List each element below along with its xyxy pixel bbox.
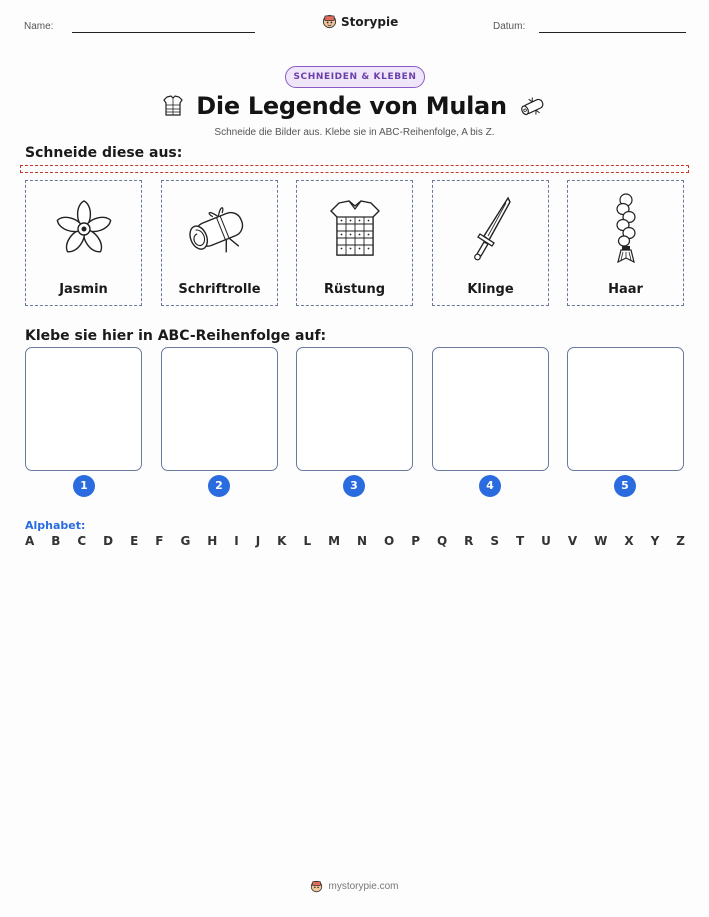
paste-box-5[interactable] bbox=[567, 347, 684, 471]
number-badge-2: 2 bbox=[208, 475, 230, 497]
number-badge-1: 1 bbox=[73, 475, 95, 497]
alphabet-letter: W bbox=[594, 534, 608, 548]
blade-icon bbox=[461, 194, 521, 264]
brand-logo bbox=[322, 14, 398, 29]
page-title: Die Legende von Mulan bbox=[196, 92, 507, 120]
cut-card-klinge[interactable] bbox=[432, 180, 549, 306]
braided-hair-icon bbox=[606, 192, 646, 266]
storypie-mascot-icon bbox=[322, 14, 337, 29]
number-badge-5: 5 bbox=[614, 475, 636, 497]
alphabet-letter: N bbox=[357, 534, 368, 548]
alphabet-letter: Q bbox=[436, 534, 448, 548]
alphabet-letter: F bbox=[155, 534, 164, 548]
paste-heading: Klebe sie hier in ABC-Reihenfolge auf: bbox=[25, 328, 327, 344]
cut-card-haar[interactable] bbox=[567, 180, 684, 306]
storypie-mascot-icon bbox=[310, 880, 323, 893]
cut-card-jasmin[interactable] bbox=[25, 180, 142, 306]
armor-icon bbox=[162, 94, 184, 118]
paste-box-1[interactable] bbox=[25, 347, 142, 471]
armor-icon bbox=[325, 197, 385, 261]
instructions: Schneide die Bilder aus. Klebe sie in ABC-Reihenfolge, A bis Z. bbox=[214, 127, 495, 138]
brand-name: Storypie bbox=[341, 14, 399, 29]
activity-badge: SCHNEIDEN & KLEBEN bbox=[285, 66, 425, 88]
cut-heading: Schneide diese aus: bbox=[25, 145, 183, 161]
alphabet-letter: J bbox=[255, 534, 261, 548]
alphabet-letter: H bbox=[207, 534, 218, 548]
jasmine-flower-icon bbox=[51, 196, 117, 262]
alphabet-letter: S bbox=[490, 534, 499, 548]
date-write-line[interactable] bbox=[539, 32, 686, 33]
cut-card-ruestung[interactable] bbox=[296, 180, 413, 306]
paste-box-4[interactable] bbox=[432, 347, 549, 471]
cut-line bbox=[20, 165, 689, 173]
alphabet-letter: O bbox=[384, 534, 395, 548]
paste-box-2[interactable] bbox=[161, 347, 278, 471]
alphabet-letter: X bbox=[624, 534, 634, 548]
number-badge-4: 4 bbox=[479, 475, 501, 497]
alphabet-letter: Z bbox=[676, 534, 685, 548]
scroll-icon bbox=[185, 199, 255, 259]
paste-box-3[interactable] bbox=[296, 347, 413, 471]
alphabet-heading: Alphabet: bbox=[25, 519, 86, 532]
alphabet-letter: P bbox=[411, 534, 420, 548]
alphabet-letter: G bbox=[180, 534, 191, 548]
alphabet-row bbox=[25, 534, 685, 548]
footer bbox=[0, 880, 709, 893]
date-label: Datum: bbox=[493, 21, 526, 32]
alphabet-letter: C bbox=[77, 534, 87, 548]
alphabet-letter: U bbox=[541, 534, 551, 548]
cut-card-schriftrolle[interactable] bbox=[161, 180, 278, 306]
card-label: Schriftrolle bbox=[178, 282, 261, 297]
card-label: Haar bbox=[608, 282, 643, 297]
alphabet-letter: E bbox=[130, 534, 139, 548]
alphabet-letter: M bbox=[328, 534, 341, 548]
card-label: Rüstung bbox=[323, 282, 386, 297]
card-label: Klinge bbox=[467, 282, 514, 297]
alphabet-letter: Y bbox=[650, 534, 660, 548]
alphabet-letter: A bbox=[25, 534, 35, 548]
card-label: Jasmin bbox=[59, 282, 108, 297]
alphabet-letter: R bbox=[464, 534, 474, 548]
alphabet-letter: B bbox=[51, 534, 61, 548]
alphabet-letter: K bbox=[277, 534, 287, 548]
footer-url[interactable]: mystorypie.com bbox=[328, 881, 399, 892]
name-label: Name: bbox=[24, 21, 54, 32]
alphabet-letter: V bbox=[567, 534, 578, 548]
title-row bbox=[0, 92, 709, 120]
name-write-line[interactable] bbox=[72, 32, 255, 33]
scroll-icon bbox=[519, 95, 547, 117]
alphabet-letter: D bbox=[103, 534, 114, 548]
alphabet-letter: L bbox=[303, 534, 312, 548]
alphabet-letter: T bbox=[515, 534, 525, 548]
number-badge-3: 3 bbox=[343, 475, 365, 497]
alphabet-letter: I bbox=[234, 534, 239, 548]
